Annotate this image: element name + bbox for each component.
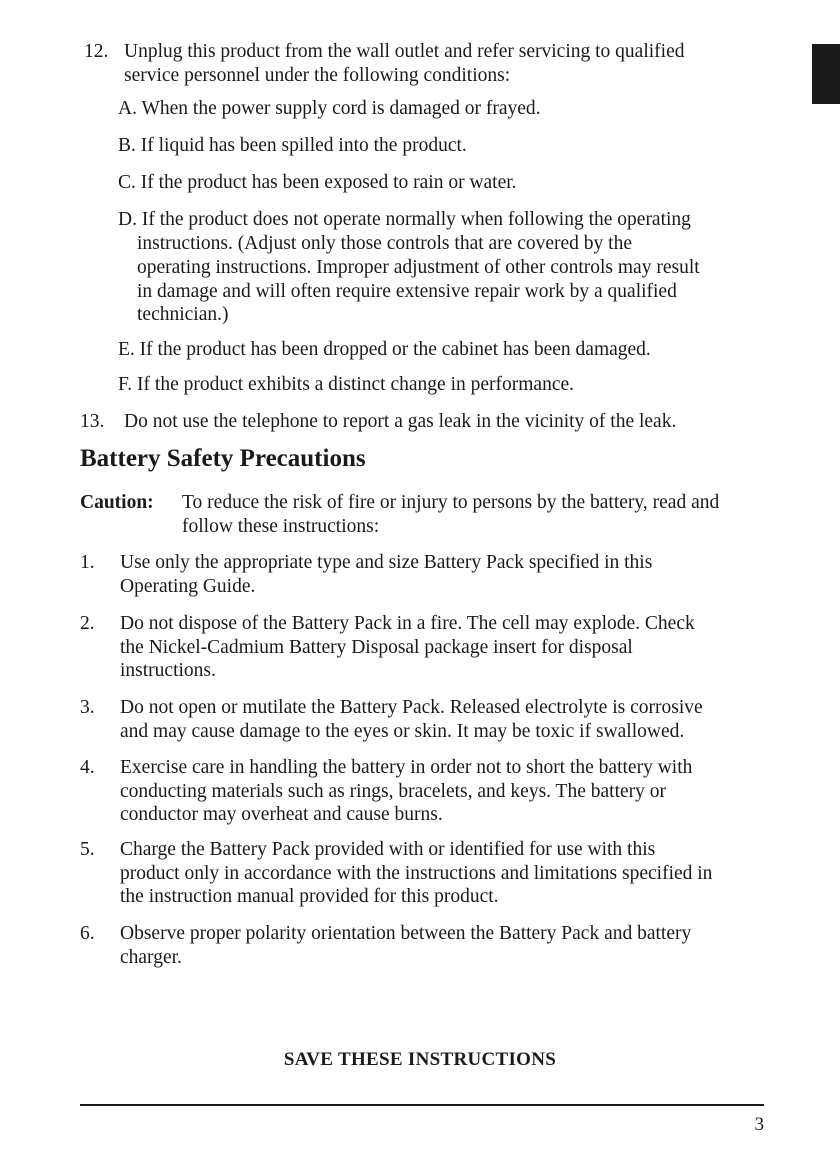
battery-item-2-line-2: the Nickel-Cadmium Battery Disposal package insert for disposal	[120, 637, 633, 658]
battery-item-2-number: 2.	[80, 613, 95, 634]
battery-item-6-number: 6.	[80, 923, 95, 944]
subitem-f: F. If the product exhibits a distinct change in performance.	[118, 374, 575, 395]
battery-item-3-line-2: and may cause damage to the eyes or skin. It may be toxic if swallowed.	[120, 721, 685, 742]
battery-item-5-number: 5.	[80, 839, 95, 860]
battery-item-5-line-2: product only in accordance with the instructions and limitations specified in	[120, 863, 713, 884]
battery-item-4-line-3: conductor may overheat and cause burns.	[120, 804, 443, 825]
item-13-number: 13.	[80, 411, 105, 432]
section-heading: Battery Safety Precautions	[80, 445, 366, 472]
battery-item-2-line-3: instructions.	[120, 660, 216, 681]
battery-item-1-number: 1.	[80, 552, 95, 573]
subitem-a: A. When the power supply cord is damaged or frayed.	[118, 98, 541, 119]
item-12-line-1: Unplug this product from the wall outlet and refer servicing to qualified	[124, 41, 685, 62]
section-tab-marker	[812, 44, 840, 104]
subitem-d-line-2: instructions. (Adjust only those controls that are covered by the	[137, 233, 632, 254]
item-12-number: 12.	[84, 41, 109, 62]
item-12-line-2: service personnel under the following conditions:	[124, 65, 511, 86]
battery-item-1-line-2: Operating Guide.	[120, 576, 256, 597]
battery-item-5-line-1: Charge the Battery Pack provided with or identified for use with this	[120, 839, 656, 860]
subitem-e: E. If the product has been dropped or the cabinet has been damaged.	[118, 339, 651, 360]
battery-item-4-line-1: Exercise care in handling the battery in order not to short the battery with	[120, 757, 693, 778]
caution-line-2: follow these instructions:	[182, 516, 380, 537]
subitem-b: B. If liquid has been spilled into the product.	[118, 135, 467, 156]
caution-label: Caution:	[80, 492, 154, 513]
item-13-text: Do not use the telephone to report a gas leak in the vicinity of the leak.	[124, 411, 677, 432]
subitem-c: C. If the product has been exposed to rain or water.	[118, 172, 517, 193]
battery-item-3-line-1: Do not open or mutilate the Battery Pack. Released electrolyte is corrosive	[120, 697, 703, 718]
subitem-d-line-3: operating instructions. Improper adjustment of other controls may result	[137, 257, 700, 278]
save-instructions-title: SAVE THESE INSTRUCTIONS	[283, 1049, 557, 1070]
battery-item-5-line-3: the instruction manual provided for this product.	[120, 886, 499, 907]
battery-item-2-line-1: Do not dispose of the Battery Pack in a fire. The cell may explode. Check	[120, 613, 695, 634]
battery-item-6-line-1: Observe proper polarity orientation between the Battery Pack and battery	[120, 923, 692, 944]
battery-item-4-line-2: conducting materials such as rings, bracelets, and keys. The battery or	[120, 781, 667, 802]
battery-item-6-line-2: charger.	[120, 947, 182, 968]
caution-line-1: To reduce the risk of fire or injury to persons by the battery, read and	[182, 492, 720, 513]
footer-divider	[80, 1104, 764, 1106]
page-number: 3	[754, 1114, 764, 1135]
subitem-d-line-5: technician.)	[137, 304, 229, 325]
battery-item-1-line-1: Use only the appropriate type and size Battery Pack specified in this	[120, 552, 653, 573]
battery-item-3-number: 3.	[80, 697, 95, 718]
subitem-d-line-4: in damage and will often require extensive repair work by a qualified	[137, 281, 677, 302]
battery-item-4-number: 4.	[80, 757, 95, 778]
subitem-d-line-1: D. If the product does not operate normally when following the operating	[118, 209, 691, 230]
